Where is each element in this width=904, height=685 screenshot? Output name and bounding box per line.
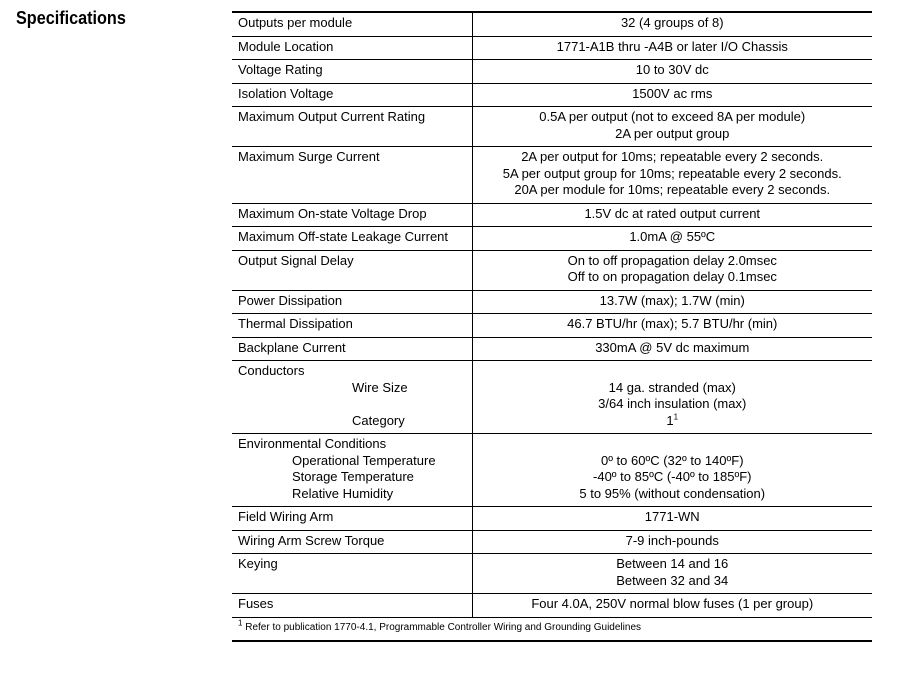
spec-value-text: 330mA @ 5V dc maximum (595, 339, 750, 355)
spec-label (232, 530, 472, 554)
spec-value (472, 83, 872, 107)
spec-label-text: Fuses (238, 596, 274, 611)
insulation-value: 3/64 inch insulation (max) (598, 396, 747, 411)
spec-label (232, 147, 472, 204)
wire-size-label: Wire Size (352, 379, 408, 395)
storage-temp-value: -40º to 85ºC (-40º to 185ºF) (593, 469, 752, 484)
spec-value-text: 0.5A per output (not to exceed 8A per module) (539, 109, 806, 124)
table-row (232, 337, 872, 361)
spec-label (232, 83, 472, 107)
spec-label-text: Module Location (238, 38, 334, 54)
environmental-section (232, 434, 872, 507)
spec-label (232, 203, 472, 227)
spec-label (232, 250, 472, 290)
spec-label-text: Maximum Output Current Rating (238, 109, 426, 124)
spec-value (472, 507, 872, 531)
spec-label (232, 434, 472, 507)
table-row (232, 60, 872, 84)
table-row (232, 554, 872, 594)
spec-label-text: Isolation Voltage (238, 85, 334, 101)
table-row (232, 83, 872, 107)
spec-label (232, 361, 472, 434)
spec-value-text: Four 4.0A, 250V normal blow fuses (1 per group) (531, 596, 814, 611)
table-row (232, 36, 872, 60)
spec-label (232, 36, 472, 60)
table-row (232, 361, 872, 434)
spec-label-text: Wiring Arm Screw Torque (238, 532, 385, 548)
spec-label-text: Keying (238, 556, 278, 571)
spec-value-text: Off to on propagation delay 0.1msec (567, 269, 777, 284)
table-row (232, 203, 872, 227)
spec-value (472, 594, 872, 618)
spec-rows-after (232, 507, 872, 618)
category-value: 1 (666, 412, 674, 428)
spec-value-text: 46.7 BTU/hr (max); 5.7 BTU/hr (min) (567, 316, 778, 331)
spec-label (232, 107, 472, 147)
spec-label (232, 60, 472, 84)
spec-value (472, 530, 872, 554)
spec-value (472, 290, 872, 314)
table-row (232, 227, 872, 251)
spec-label-text: Backplane Current (238, 339, 346, 355)
spec-label-text: Outputs per module (238, 15, 353, 30)
spec-value-text: Between 32 and 34 (616, 572, 729, 588)
footnote-section (232, 617, 872, 641)
storage-temp-label: Storage Temperature (292, 469, 414, 484)
op-temp-value: 0º to 60ºC (32º to 140ºF) (600, 452, 744, 468)
footnote-number: 1 (238, 618, 243, 628)
table-row (232, 147, 872, 204)
spec-label-text: Maximum On-state Voltage Drop (238, 205, 427, 221)
spec-label (232, 314, 472, 338)
spec-value-text: 10 to 30V dc (635, 62, 709, 77)
spec-value (472, 361, 872, 434)
spec-rows (232, 12, 872, 361)
table-row (232, 434, 872, 507)
category-value-line (479, 413, 867, 430)
spec-value-text: 2A per output group (615, 125, 730, 141)
spec-label-text: Field Wiring Arm (238, 509, 334, 524)
table-row (232, 507, 872, 531)
spec-value-text: 7-9 inch-pounds (625, 532, 719, 548)
spec-label (232, 507, 472, 531)
spec-value-text: 32 (4 groups of 8) (620, 15, 724, 30)
spec-value (472, 60, 872, 84)
spec-value (472, 554, 872, 594)
humidity-label: Relative Humidity (292, 485, 394, 501)
spec-value (472, 337, 872, 361)
spec-value (472, 203, 872, 227)
spec-label (232, 12, 472, 36)
spec-label-text: Power Dissipation (238, 292, 343, 308)
spec-label (232, 227, 472, 251)
environmental-title: Environmental Conditions (238, 436, 387, 451)
table-row (232, 314, 872, 338)
table-row (232, 250, 872, 290)
spec-label-text: Output Signal Delay (238, 252, 354, 268)
spec-label (232, 337, 472, 361)
spec-value-text: 13.7W (max); 1.7W (min) (599, 292, 745, 308)
footnote (232, 617, 872, 641)
spec-value (472, 250, 872, 290)
specifications-table (232, 11, 872, 642)
spec-label (232, 594, 472, 618)
humidity-value: 5 to 95% (without condensation) (579, 485, 766, 501)
spec-label-text: Maximum Surge Current (238, 149, 380, 164)
spec-value-text: 20A per module for 10ms; repeatable every 2 seconds. (514, 182, 831, 197)
spec-value (472, 314, 872, 338)
conductors-section (232, 361, 872, 434)
spec-value (472, 12, 872, 36)
table-row (232, 12, 872, 36)
spec-value (472, 107, 872, 147)
spec-value (472, 227, 872, 251)
table-row (232, 107, 872, 147)
spec-value-text: 2A per output for 10ms; repeatable every 2 seconds. (521, 149, 824, 164)
category-label: Category (352, 412, 405, 428)
spec-value-text: 1771-WN (644, 509, 700, 524)
spec-value (472, 147, 872, 204)
table-row (232, 530, 872, 554)
spec-value-text: 5A per output group for 10ms; repeatable every 2 seconds. (502, 165, 842, 181)
spec-value-text: 1500V ac rms (632, 85, 713, 101)
spec-label (232, 554, 472, 594)
spec-value-text: 1.0mA @ 55ºC (629, 229, 716, 244)
spec-label-text: Maximum Off-state Leakage Current (238, 229, 449, 244)
op-temp-label: Operational Temperature (292, 452, 436, 468)
wire-size-value: 14 ga. stranded (max) (608, 379, 736, 395)
spec-value-text: On to off propagation delay 2.0msec (567, 252, 777, 268)
section-title: Specifications (16, 8, 126, 28)
spec-value (472, 36, 872, 60)
spec-label-text: Thermal Dissipation (238, 316, 353, 331)
spec-value-text: Between 14 and 16 (616, 556, 729, 571)
footnote-text: Refer to publication 1770-4.1, Programmable Controller Wiring and Grounding Guidelines (245, 621, 642, 633)
spec-label (232, 290, 472, 314)
spec-label-text: Voltage Rating (238, 62, 323, 77)
footnote-row (232, 617, 872, 641)
conductors-title: Conductors (238, 363, 305, 378)
footnote-mark: 1 (673, 412, 679, 422)
spec-value-text: 1771-A1B thru -A4B or later I/O Chassis (556, 38, 788, 54)
spec-value-text: 1.5V dc at rated output current (584, 205, 761, 221)
table-row (232, 594, 872, 618)
spec-value (472, 434, 872, 507)
table-row (232, 290, 872, 314)
